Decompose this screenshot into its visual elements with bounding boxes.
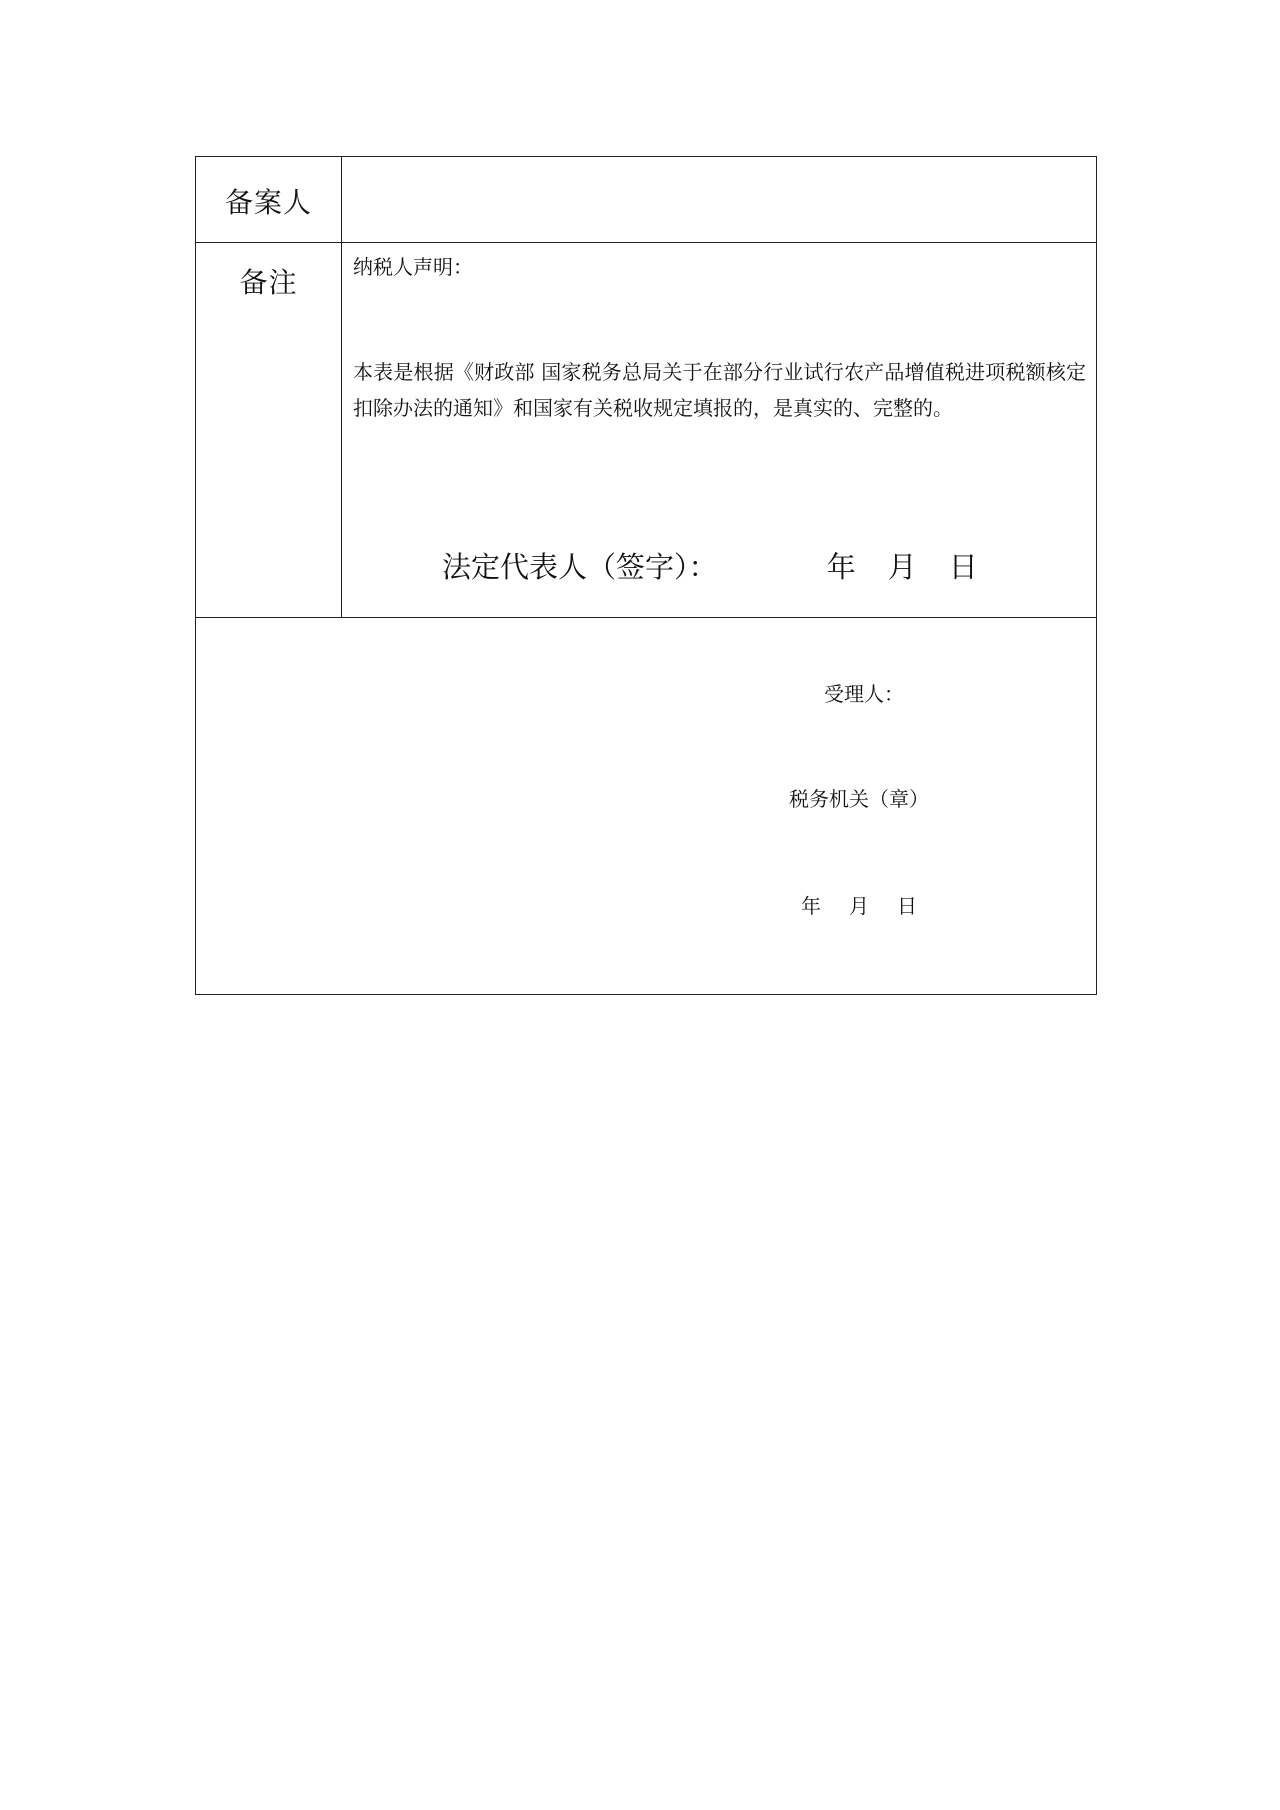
filer-label: 备案人: [224, 186, 312, 219]
filing-form-table: [195, 156, 1097, 995]
declaration-body: 本表是根据《财政部 国家税务总局关于在部分行业试行农产品增值税进项税额核定扣除办法的通知》和国家有关税收规定填报的，是真实的、完整的。: [353, 360, 1086, 420]
remarks-value-cell: [342, 243, 1096, 617]
remarks-label: 备注: [239, 266, 298, 299]
signature-date-month: 月: [887, 550, 917, 584]
filer-value-cell[interactable]: [342, 157, 1096, 242]
signature-line: [442, 545, 978, 586]
signature-date: [827, 545, 978, 586]
tax-office-date-day: 日: [897, 894, 917, 918]
filer-label-cell: [196, 157, 342, 242]
tax-office-row: [196, 618, 1096, 994]
filer-row: [196, 157, 1096, 243]
remarks-label-cell: [196, 243, 342, 617]
signature-label: 法定代表人（签字）：: [442, 550, 718, 584]
tax-office-date-month: 月: [849, 894, 869, 918]
remarks-row: [196, 243, 1096, 618]
tax-office-seal-label: 税务机关（章）: [789, 787, 929, 811]
declaration-heading: 纳税人声明：: [353, 255, 473, 279]
signature-date-day: 日: [948, 550, 978, 584]
tax-office-date-year: 年: [801, 894, 821, 918]
signature-date-year: 年: [826, 550, 856, 584]
tax-office-date: [801, 890, 917, 919]
receiver-label: 受理人：: [824, 682, 904, 706]
